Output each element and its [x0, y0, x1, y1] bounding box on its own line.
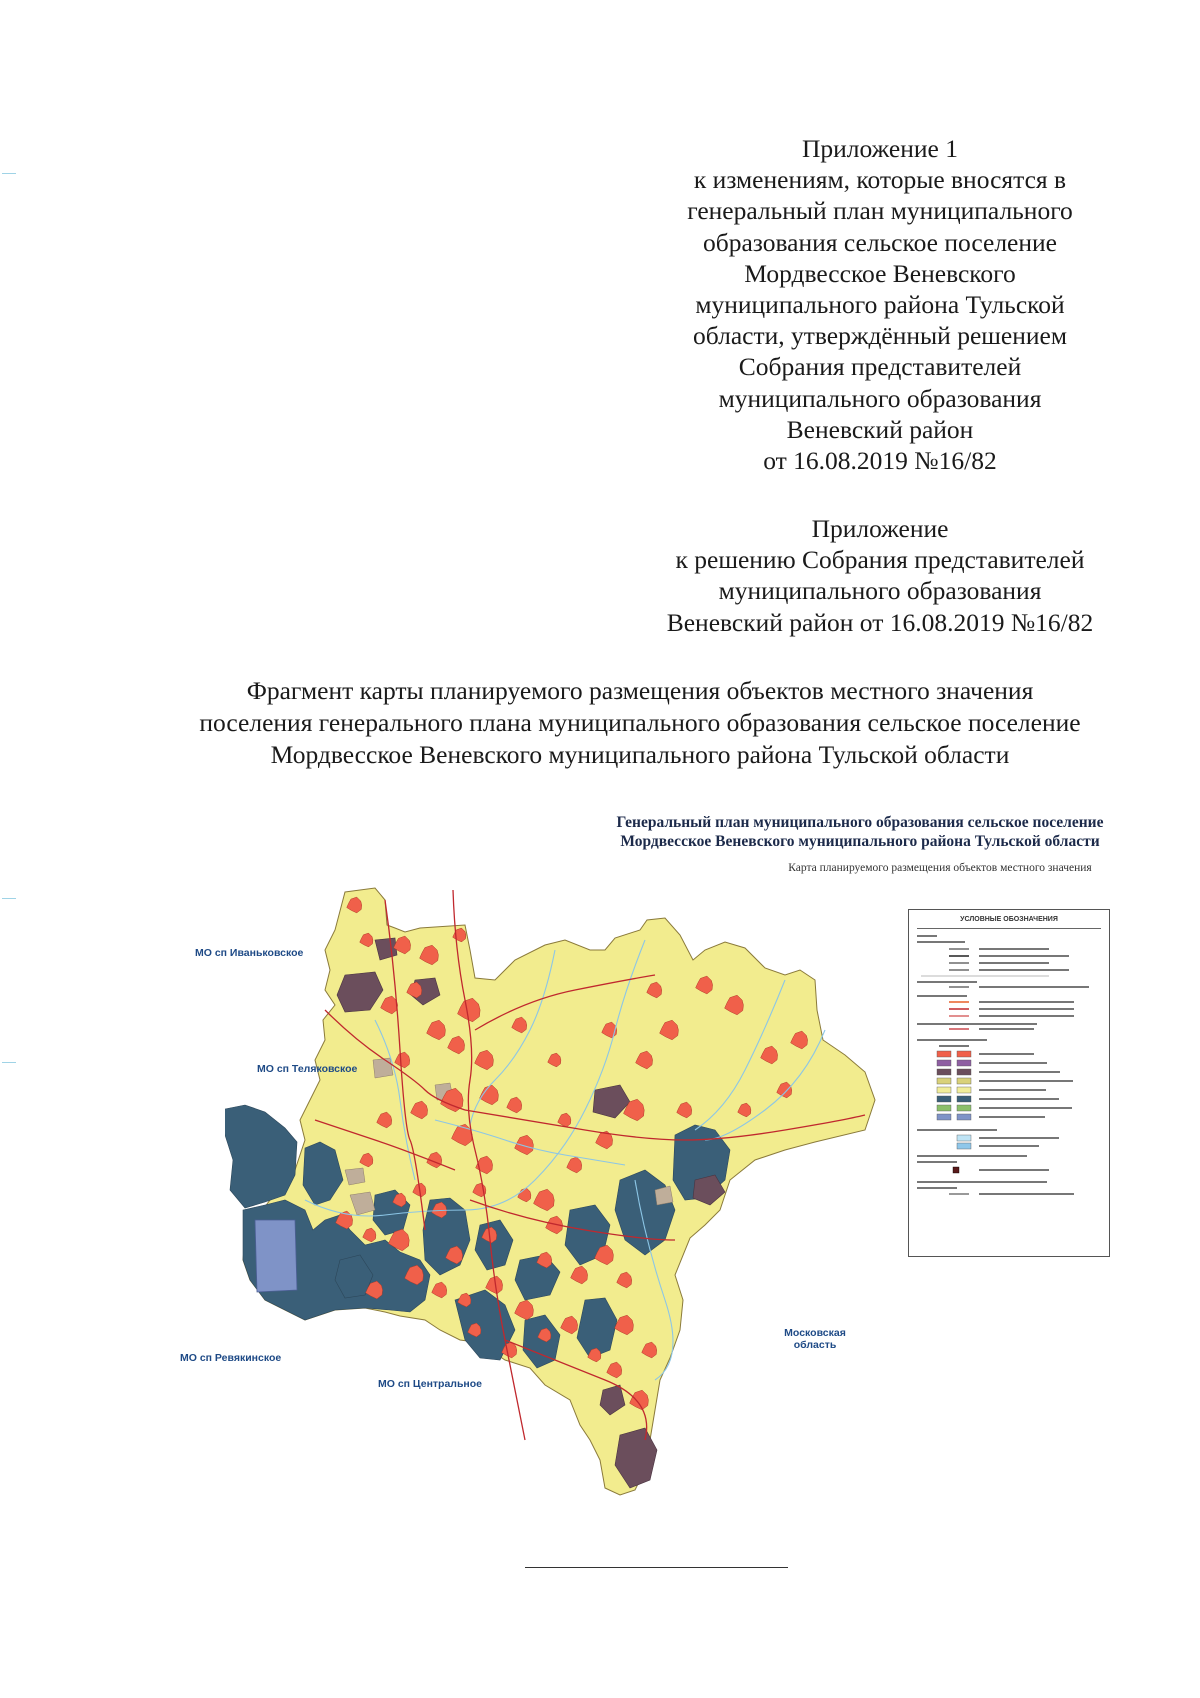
- other-zone: [373, 1058, 393, 1078]
- appendix-1-line: Мордвесское Веневского: [744, 258, 1016, 288]
- legend-column-heading: [939, 1045, 969, 1047]
- fragment-caption-line: Фрагмент карты планируемого размещения объектов местного значения: [246, 676, 1034, 705]
- legend-section-heading: [917, 1039, 987, 1041]
- legend-entry-text: [979, 1145, 1039, 1147]
- map-subtitle: Карта планируемого размещения объектов местного значения: [788, 862, 1092, 874]
- appendix-1-line: от 16.08.2019 №16/82: [763, 446, 997, 476]
- appendix-1-line: области, утверждённый решением: [693, 321, 1067, 351]
- legend-section-heading: [917, 935, 937, 937]
- legend-title: УСЛОВНЫЕ ОБОЗНАЧЕНИЯ: [917, 910, 1101, 929]
- appendix-1-line: генеральный план муниципального: [687, 196, 1073, 226]
- legend-entry-text: [979, 955, 1069, 957]
- settlement-territory: [243, 888, 875, 1495]
- legend-symbols: [909, 929, 1109, 1247]
- signature-line: [525, 1567, 788, 1568]
- appendix-2-line: к решению Собрания представителей: [675, 545, 1085, 575]
- legend-entry-text: [979, 1053, 1034, 1055]
- appendix-1-header: [580, 133, 1180, 476]
- appendix-1-line: образования сельское поселение: [703, 227, 1057, 257]
- settlement-map: [225, 880, 905, 1510]
- legend-water-swatch: [957, 1135, 971, 1141]
- legend-entry-text: [979, 969, 1069, 971]
- appendix-1-line: Приложение 1: [802, 134, 958, 163]
- neighbor-label-revyakinskoe: МО сп Ревякинское: [180, 1352, 282, 1364]
- legend-entry-text: [979, 962, 1049, 964]
- legend-zone-swatch: [957, 1060, 971, 1066]
- legend-zone-swatch: [937, 1087, 951, 1093]
- fragment-caption-line: Мордвесское Веневского муниципального района Тульской области: [270, 740, 1010, 769]
- fragment-caption-line: поселения генерального плана муниципального образования сельское поселение: [199, 708, 1081, 737]
- legend-zone-swatch: [937, 1105, 951, 1111]
- legend-subheading: [917, 1187, 957, 1189]
- legend-entry-text: [979, 1116, 1045, 1118]
- legend-water-swatch: [957, 1143, 971, 1149]
- fragment-caption: [140, 675, 1140, 771]
- scan-edge-mark: [2, 898, 16, 899]
- legend-zone-swatch: [937, 1114, 951, 1120]
- legend-entry-text: [979, 1169, 1049, 1171]
- legend-zone-swatch: [937, 1060, 951, 1066]
- appendix-2-line: Веневский район от 16.08.2019 №16/82: [666, 607, 1094, 637]
- map-title-line: Мордвесское Веневского муниципального района Тульской области: [620, 833, 1100, 850]
- legend-zone-swatch: [957, 1078, 971, 1084]
- appendix-2-header: [580, 513, 1180, 638]
- legend-entry-text: [979, 1098, 1059, 1100]
- legend-zone-swatch: [957, 1051, 971, 1057]
- legend-zone-swatch: [937, 1096, 951, 1102]
- neighbor-label-centralnoe: МО сп Центральное: [378, 1378, 483, 1390]
- appendix-1-line: к изменениям, которые вносятся в: [693, 165, 1067, 195]
- legend-section-heading: [917, 1023, 1037, 1025]
- legend-section-heading: [917, 1129, 997, 1131]
- legend-entry-text: [979, 1028, 1034, 1030]
- neighbor-label-line: область: [793, 1339, 837, 1351]
- legend-entry-text: [979, 1107, 1072, 1109]
- legend-entry-text: [979, 1080, 1073, 1082]
- legend-subheading: [917, 941, 965, 943]
- map-title-line: Генеральный план муниципального образования сельское поселение: [616, 814, 1104, 831]
- legend-zone-swatch: [957, 1087, 971, 1093]
- legend-entry-text: [979, 1137, 1059, 1139]
- appendix-2-line: муниципального образования: [718, 576, 1042, 606]
- legend-section-heading: [917, 1181, 1047, 1183]
- legend-section-heading: [917, 995, 967, 997]
- scan-edge-mark: [2, 173, 16, 174]
- legend-entry-text: [979, 1015, 1074, 1017]
- legend-section-heading: [917, 1155, 1027, 1157]
- legend-entry-text: [979, 986, 1089, 988]
- legend-zone-swatch: [937, 1078, 951, 1084]
- legend-entry-text: [979, 948, 1049, 950]
- territory-outline: [243, 888, 875, 1495]
- appendix-2-line: Приложение: [811, 514, 949, 543]
- legend-body: [909, 929, 1109, 1247]
- map-legend: [908, 909, 1110, 1257]
- legend-zone-swatch: [957, 1069, 971, 1075]
- appendix-1-line: муниципального образования: [718, 383, 1042, 413]
- scan-edge-mark: [2, 1062, 16, 1063]
- legend-zone-swatch: [957, 1096, 971, 1102]
- legend-subheading: [917, 1161, 957, 1163]
- legend-entry-text: [979, 1089, 1046, 1091]
- legend-facility-symbol: [953, 1167, 959, 1173]
- legend-entry-text: [979, 1008, 1074, 1010]
- appendix-1-line: муниципального района Тульской: [695, 290, 1065, 320]
- neighbor-label-telyakovskoe: МО сп Теляковское: [257, 1063, 358, 1075]
- legend-entry-text: [979, 1062, 1047, 1064]
- legend-entry-text: [979, 1071, 1060, 1073]
- legend-zone-swatch: [957, 1114, 971, 1120]
- forest-zone: [225, 1105, 297, 1208]
- forest-zone-planned: [255, 1220, 297, 1292]
- neighbor-label-moscow-oblast: [770, 1327, 860, 1351]
- legend-zone-swatch: [957, 1105, 971, 1111]
- legend-entry-text: [979, 1193, 1074, 1195]
- map-title: [560, 813, 1160, 851]
- neighbor-label-ivankovskoe: МО сп Иваньковское: [195, 947, 304, 959]
- legend-section-heading: [917, 981, 977, 983]
- appendix-1-line: Веневский район: [786, 414, 974, 444]
- legend-zone-swatch: [937, 1069, 951, 1075]
- neighbor-label-line: Московская: [784, 1327, 846, 1339]
- legend-entry-text: [979, 1001, 1074, 1003]
- appendix-1-line: Собрания представителей: [738, 352, 1022, 382]
- legend-zone-swatch: [937, 1051, 951, 1057]
